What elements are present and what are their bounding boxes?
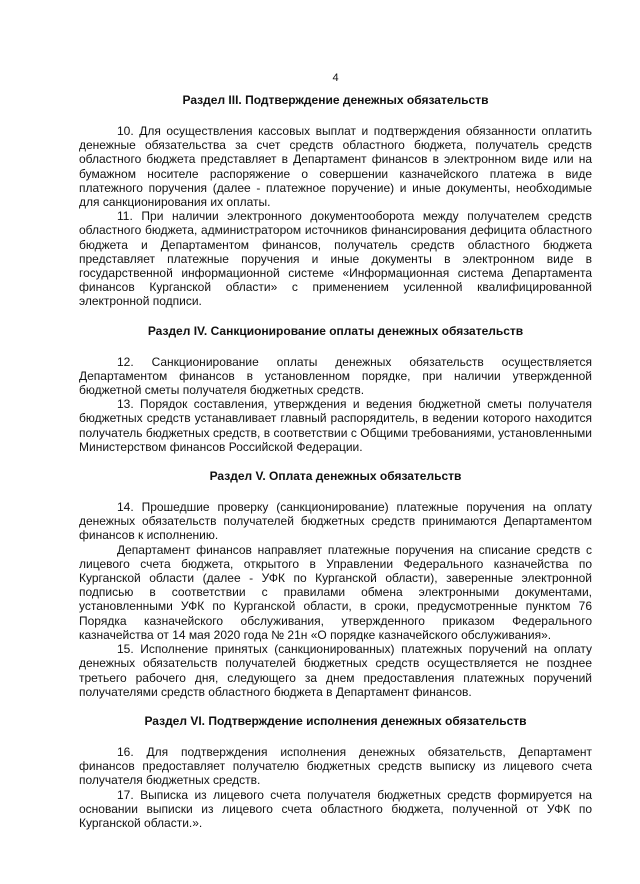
section-heading: Раздел VI. Подтверждение исполнения денежных обязательств [144,713,527,728]
section-heading: Раздел V. Оплата денежных обязательств [209,469,462,484]
paragraph: 15. Исполнение принятых (санкционированных) платежных поручений на оплату денежных обязательств получателей бюджетных средств осуществляется не позднее третьего рабочего дня, следующего за днем предоставления платежных поручений получателями средств областного бюджета в Департамент финансов. [79,642,592,699]
paragraph: Департамент финансов направляет платежные поручения на списание средств с лицевого счета бюджета, открытого в Управлении Федерального казначейства по Курганской области (далее - УФК по Курганской области), заверенные электронной подписью в соответствии с правилами обмена электронными документами, установленными УФК по Курганской области, в сроки, предусмотренные пунктом 76 Порядка казначейского обслуживания, утвержденного приказом Федерального казначейства от 14 мая 2020 года № 21н «О порядке казначейского обслуживания». [79,542,592,642]
paragraph: 10. Для осуществления кассовых выплат и подтверждения обязанности оплатить денежные обязательства за счет средств областного бюджета, получатель средств областного бюджета представляет в Департамент финансов в электронном виде или на бумажном носителе распоряжение о совершении казначейского платежа в виде платежного поручения (далее - платежное поручение) и иные документы, необходимые для санкционирования их оплаты. [79,124,592,210]
paragraph: 11. При наличии электронного документооборота между получателем средств областного бюджета, администратором источников финансирования дефицита областного бюджета и Департаментом финансов, получатель средств областного бюджета представляет платежные поручения и иные документы в электронном виде в государственной информационной системе «Информационная система Департамента финансов Курганской области» с применением усиленной квалифицированной электронной подписи. [79,209,592,309]
paragraph: 13. Порядок составления, утверждения и ведения бюджетной сметы получателя бюджетных средств устанавливает главный распорядитель, в ведении которого находится получатель бюджетных средств, в соответствии с Общими требованиями, установленными Министерством финансов Российской Федерации. [79,397,592,454]
page-number: 4 [332,72,339,84]
paragraph: 12. Санкционирование оплаты денежных обязательств осуществляется Департаментом финансов в установленном порядке, при наличии утвержденной бюджетной сметы получателя бюджетных средств. [79,354,592,398]
paragraph: 14. Прошедшие проверку (санкционирование) платежные поручения на оплату денежных обязательств получателей бюджетных средств принимаются Департаментом финансов к исполнению. [79,500,592,543]
section-heading: Раздел III. Подтверждение денежных обязательств [182,93,489,107]
paragraph: 17. Выписка из лицевого счета получателя бюджетных средств формируется на основании выписки из лицевого счета областного бюджета, полученной от УФК по Курганской области.». [79,787,592,830]
paragraph: 16. Для подтверждения исполнения денежных обязательств, Департамент финансов предоставляет получателю бюджетных средств выписку из лицевого счета получателя бюджетных средств. [79,744,592,788]
section-heading: Раздел IV. Санкционирование оплаты денежных обязательств [147,323,524,338]
